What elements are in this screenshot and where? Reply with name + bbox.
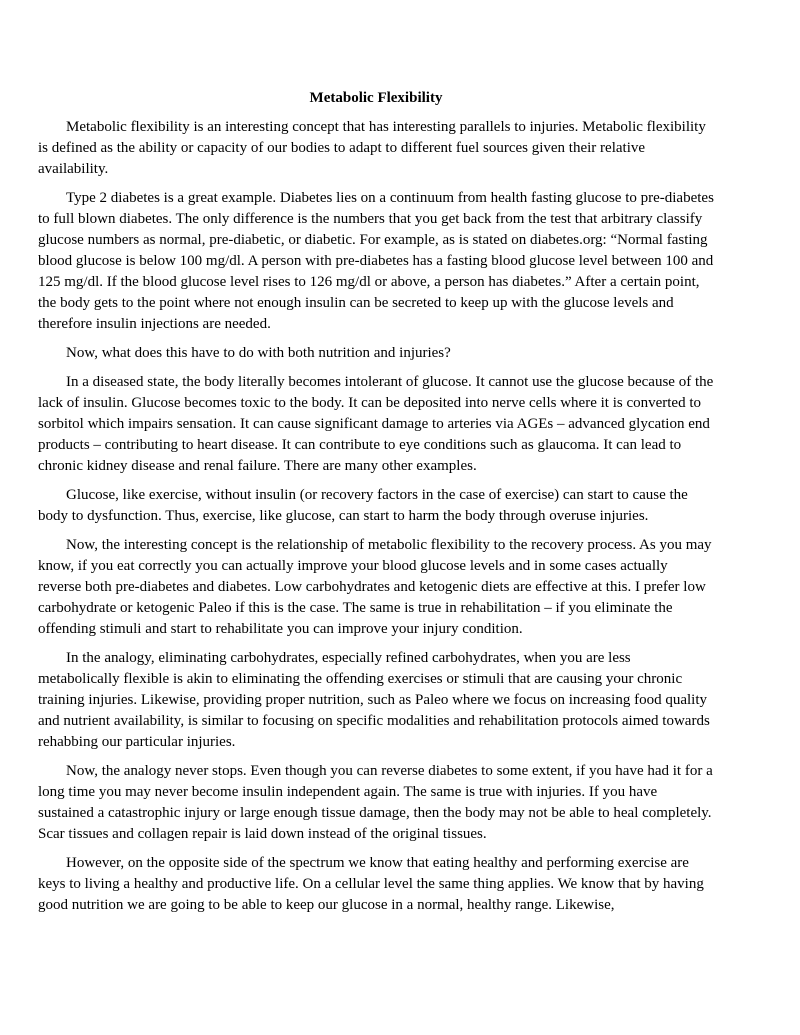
paragraph-2: Type 2 diabetes is a great example. Diabetes lies on a continuum from health fasting glucose to pre-diabetes to full blown diabetes. The only difference is the numbers that you get back from the test that arbitrary classify glucose numbers as normal, pre-diabetic, or diabetic. For example, as is stated on diabetes.org: “Normal fasting blood glucose is below 100 mg/dl. A person with pre-diabetes has a fasting blood glucose level between 100 and 125 mg/dl. If the blood glucose level rises to 126 mg/dl or above, a person has diabetes.” After a certain point, the body gets to the point where not enough insulin can be secreted to keep up with the glucose levels and therefore insulin injections are needed. (38, 190, 714, 332)
paragraph-9: However, on the opposite side of the spectrum we know that eating healthy and performing exercise are keys to living a healthy and productive life. On a cellular level the same thing applies. We know that by having good nutrition we are going to be able to keep our glucose in a normal, healthy range. Likewise, (38, 855, 704, 913)
paragraph-8: Now, the analogy never stops. Even though you can reverse diabetes to some extent, if you have had it for a long time you may never become insulin independent again. The same is true with injuries. If you have sustained a catastrophic injury or large enough tissue damage, then the body may not be able to heal completely. Scar tissues and collagen repair is laid down instead of the original tissues. (38, 763, 713, 842)
paragraph-3: Now, what does this have to do with both nutrition and injuries? (66, 345, 451, 361)
document-page (38, 88, 714, 924)
paragraph-4: In a diseased state, the body literally becomes intolerant of glucose. It cannot use the glucose because of the lack of insulin. Glucose becomes toxic to the body. It can be deposited into nerve cells where it is converted to sorbitol which impairs sensation. It can cause significant damage to arteries via AGEs – advanced glycation end products – contributing to heart disease. It can contribute to eye conditions such as glaucoma. It can lead to chronic kidney disease and renal failure. There are many other examples. (38, 374, 714, 474)
paragraph-6: Now, the interesting concept is the relationship of metabolic flexibility to the recovery process. As you may know, if you eat correctly you can actually improve your blood glucose levels and in some cases actually reverse both pre-diabetes and diabetes. Low carbohydrates and ketogenic diets are effective at this. I prefer low carbohydrate or ketogenic Paleo if this is the case. The same is true in rehabilitation – if you eliminate the offending stimuli and start to rehabilitate you can improve your injury condition. (38, 537, 712, 637)
paragraph-7: In the analogy, eliminating carbohydrates, especially refined carbohydrates, when you are less metabolically flexible is akin to eliminating the offending exercises or stimuli that are causing your chronic training injuries. Likewise, providing proper nutrition, such as Paleo where we focus on increasing food quality and nutrient availability, is similar to focusing on specific modalities and rehabilitation protocols aimed towards rehabbing our particular injuries. (38, 650, 710, 750)
paragraph-5: Glucose, like exercise, without insulin (or recovery factors in the case of exercise) can start to cause the body to dysfunction. Thus, exercise, like glucose, can start to harm the body through overuse injuries. (38, 487, 688, 524)
document-title: Metabolic Flexibility (309, 90, 443, 106)
paragraph-1: Metabolic flexibility is an interesting concept that has interesting parallels to injuries. Metabolic flexibility is defined as the ability or capacity of our bodies to adapt to different fuel sources given their relative availability. (38, 119, 706, 177)
